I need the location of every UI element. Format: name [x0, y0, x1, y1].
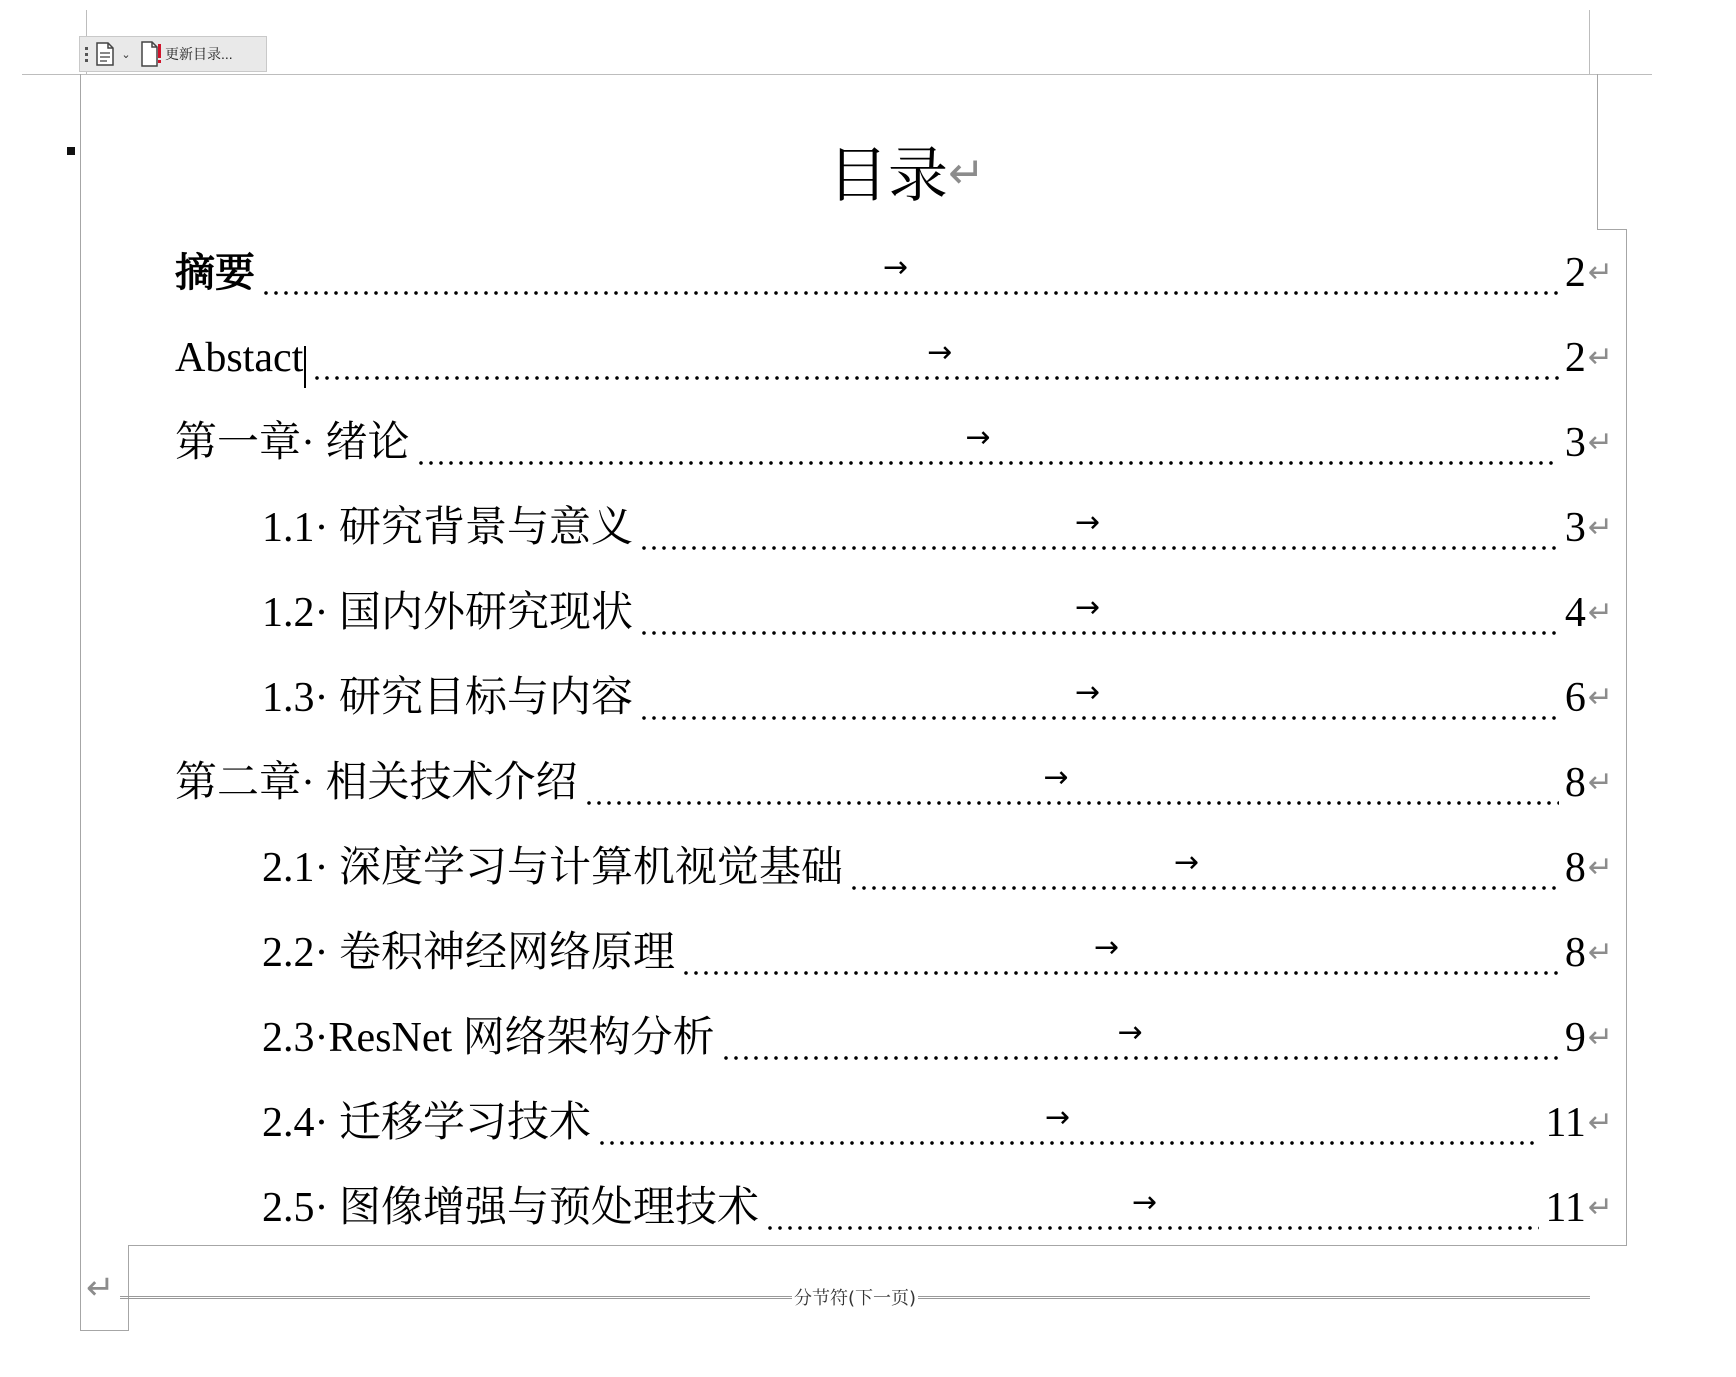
tab-arrow-icon: →: [1045, 1100, 1071, 1135]
toc-entry-label: 2.3·ResNet 网络架构分析: [262, 1015, 715, 1061]
toc-entry-page: 3: [1564, 505, 1586, 551]
paragraph-mark-icon: ↵: [1587, 1190, 1613, 1225]
paragraph-mark-icon: ↵: [1587, 1105, 1613, 1140]
toc-entry-page: 8: [1564, 760, 1586, 806]
toc-entry-label: 2.1· 深度学习与计算机视觉基础: [262, 845, 843, 891]
paragraph-mark-icon: ↵: [1587, 1020, 1613, 1055]
toc-entry-label: 1.1· 研究背景与意义: [262, 505, 633, 551]
toc-entry[interactable]: [262, 1178, 1613, 1238]
toc-entry-page: 2: [1564, 335, 1586, 381]
tab-arrow-icon: →: [1117, 1015, 1143, 1050]
section-break: [120, 1282, 1590, 1312]
toc-entry-label: 2.4· 迁移学习技术: [262, 1100, 591, 1146]
toc-entry[interactable]: [262, 498, 1613, 558]
toc-entry[interactable]: [262, 1008, 1613, 1068]
tab-arrow-icon: →: [927, 335, 953, 370]
toc-dot-leader: [416, 413, 1559, 473]
toc-dot-leader: [261, 243, 1559, 303]
toc-entry-page: 4: [1564, 590, 1586, 636]
toc-dot-leader: [584, 753, 1559, 813]
toc-dot-leader: [639, 583, 1559, 643]
paragraph-mark-icon: ↵: [1587, 850, 1613, 885]
toc-entry[interactable]: [175, 753, 1613, 813]
toc-entry-label: 2.5· 图像增强与预处理技术: [262, 1185, 759, 1231]
paragraph-mark-icon: ↵: [1587, 935, 1613, 970]
toc-entry[interactable]: [262, 583, 1613, 643]
toc-entry-page: 8: [1564, 930, 1586, 976]
paragraph-mark-icon: ↵: [86, 1268, 115, 1308]
toc-heading-text: 目录: [828, 141, 948, 211]
paragraph-mark-icon: ↵: [1587, 680, 1613, 715]
paragraph-mark-icon: ↵: [1587, 255, 1613, 290]
toc-dot-leader: [312, 328, 1559, 388]
update-toc-label: 更新目录...: [165, 46, 233, 62]
toc-entry-label: 第二章· 相关技术介绍: [175, 760, 578, 806]
toc-dot-leader: [597, 1093, 1539, 1153]
toc-entry[interactable]: [262, 1093, 1613, 1153]
toc-entry-label: 1.2· 国内外研究现状: [262, 590, 633, 636]
paragraph-mark-icon: ↵: [948, 148, 985, 199]
tab-arrow-icon: →: [883, 250, 909, 285]
paragraph-mark-icon: ↵: [1587, 595, 1613, 630]
section-break-line-right: [918, 1296, 1590, 1299]
toc-entry[interactable]: [175, 328, 1613, 388]
section-break-line-left: [120, 1296, 792, 1299]
paragraph-mark-icon: ↵: [1587, 765, 1613, 800]
toc-dot-leader: [639, 668, 1559, 728]
toc-entry-page: 6: [1564, 675, 1586, 721]
paragraph-mark-icon: ↵: [1587, 425, 1613, 460]
paragraph-mark-icon: ↵: [1587, 340, 1613, 375]
toc-entry-page: 11: [1545, 1100, 1586, 1146]
toc-entry-label: 2.2· 卷积神经网络原理: [262, 930, 675, 976]
tab-arrow-icon: →: [1075, 675, 1101, 710]
toc-dot-leader: [765, 1178, 1539, 1238]
toc-entry-label: 摘要: [175, 250, 255, 296]
toc-entry-label: 第一章· 绪论: [175, 420, 410, 466]
tab-arrow-icon: →: [1094, 930, 1120, 965]
toc-entry-page: 9: [1564, 1015, 1586, 1061]
toc-entry[interactable]: [175, 243, 1613, 303]
toc-entry[interactable]: [175, 413, 1613, 473]
toc-entry-page: 11: [1545, 1185, 1586, 1231]
toc-entry[interactable]: [262, 923, 1613, 983]
toc-entry[interactable]: [262, 668, 1613, 728]
tab-arrow-icon: →: [1043, 760, 1069, 795]
toc-entry-page: 8: [1564, 845, 1586, 891]
tab-arrow-icon: →: [1075, 505, 1101, 540]
toc-entry-label: Abstact: [175, 335, 304, 381]
paragraph-mark-icon: ↵: [1587, 510, 1613, 545]
toc-dot-leader: [849, 838, 1559, 898]
toc-dot-leader: [639, 498, 1559, 558]
toc-entry-page: 3: [1564, 420, 1586, 466]
text-cursor: [304, 346, 306, 388]
tab-arrow-icon: →: [965, 420, 991, 455]
toc-entry-label: 1.3· 研究目标与内容: [262, 675, 633, 721]
toc-dot-leader: [681, 923, 1559, 983]
section-break-label: 分节符(下一页): [793, 1288, 917, 1309]
toc-dot-leader: [721, 1008, 1559, 1068]
tab-arrow-icon: →: [1075, 590, 1101, 625]
toc-entry-page: 2: [1564, 250, 1586, 296]
tab-arrow-icon: →: [1174, 845, 1200, 880]
chevron-down-icon[interactable]: ⌄: [121, 48, 131, 61]
toc-entry[interactable]: [262, 838, 1613, 898]
tab-arrow-icon: →: [1132, 1185, 1158, 1220]
